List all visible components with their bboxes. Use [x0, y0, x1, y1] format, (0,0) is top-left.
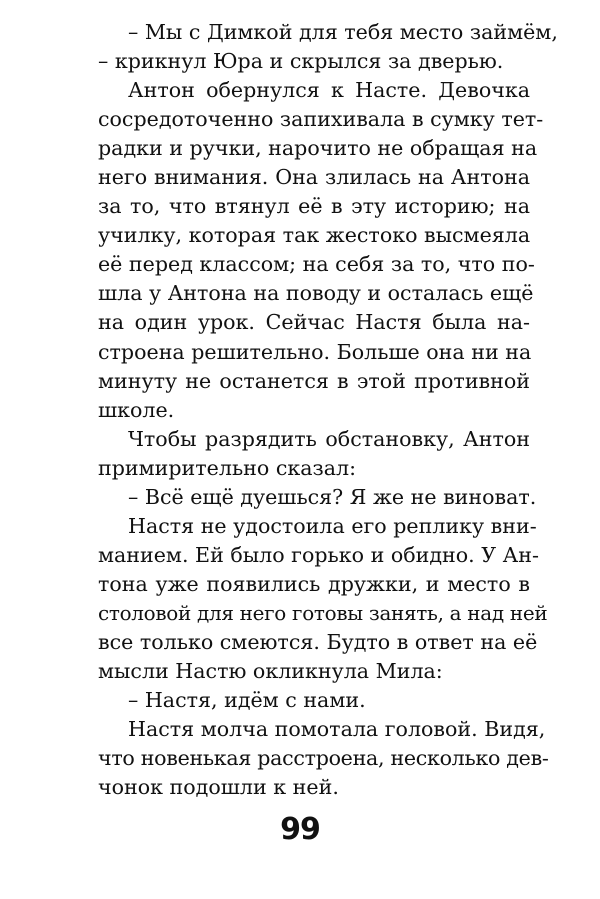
text-line: – Всё ещё дуешься? Я же не виноват. [128, 484, 537, 509]
text-line: строена решительно. Больше она ни на [98, 339, 532, 364]
text-line: примирительно сказал: [98, 455, 357, 480]
text-line: на один урок. Сейчас Настя была на- [98, 310, 530, 335]
text-line: Чтобы разрядить обстановку, Антон [128, 426, 530, 451]
text-line: все только смеются. Будто в ответ на её [98, 629, 538, 654]
text-line: – крикнул Юра и скрылся за дверью. [98, 49, 504, 74]
text-line: радки и ручки, нарочито не обращая на [98, 136, 538, 161]
text-line: столовой для него готовы занять, а над ней [98, 600, 548, 625]
paragraph-6 [68, 686, 530, 715]
text-line: Настя молча помотала головой. Видя, [128, 717, 546, 742]
text-line: училку, которая так жестоко высмеяла [98, 223, 531, 248]
text-line: тона уже появились дружки, и место в [98, 571, 530, 596]
text-line: Настя не удостоила его реплику вни- [128, 513, 537, 538]
paragraph-2 [68, 76, 544, 425]
paragraph-4 [68, 483, 537, 512]
text-line: – Настя, идём с нами. [128, 688, 366, 713]
text-line: за то, что втянул её в эту историю; на [98, 194, 530, 219]
text-line: шла у Антона на поводу и осталась ещё [98, 281, 534, 306]
text-line: чонок подошли к ней. [98, 775, 339, 800]
text-line: минуту не останется в этой противной [98, 368, 530, 393]
text-line: её перед классом; на себя за то, что по- [98, 252, 535, 277]
paragraph-1 [68, 18, 558, 76]
paragraph-7 [68, 715, 549, 802]
paragraph-5 [68, 512, 548, 686]
text-line: мысли Настю окликнула Мила: [98, 659, 443, 684]
text-line: него внимания. Она злилась на Антона [98, 165, 530, 190]
text-line: манием. Ей было горько и обидно. У Ан- [98, 542, 539, 567]
page-number: 99 [280, 812, 320, 847]
text-line: сосредоточенно запихивала в сумку тет- [98, 107, 544, 132]
text-line: Антон обернулся к Насте. Девочка [128, 78, 530, 103]
text-line: школе. [98, 397, 175, 422]
text-line: – Мы с Димкой для тебя место займём, [128, 20, 558, 44]
page-body [68, 18, 558, 802]
paragraph-3 [68, 425, 530, 483]
text-line: что новенькая расстроена, несколько дев- [98, 746, 549, 771]
